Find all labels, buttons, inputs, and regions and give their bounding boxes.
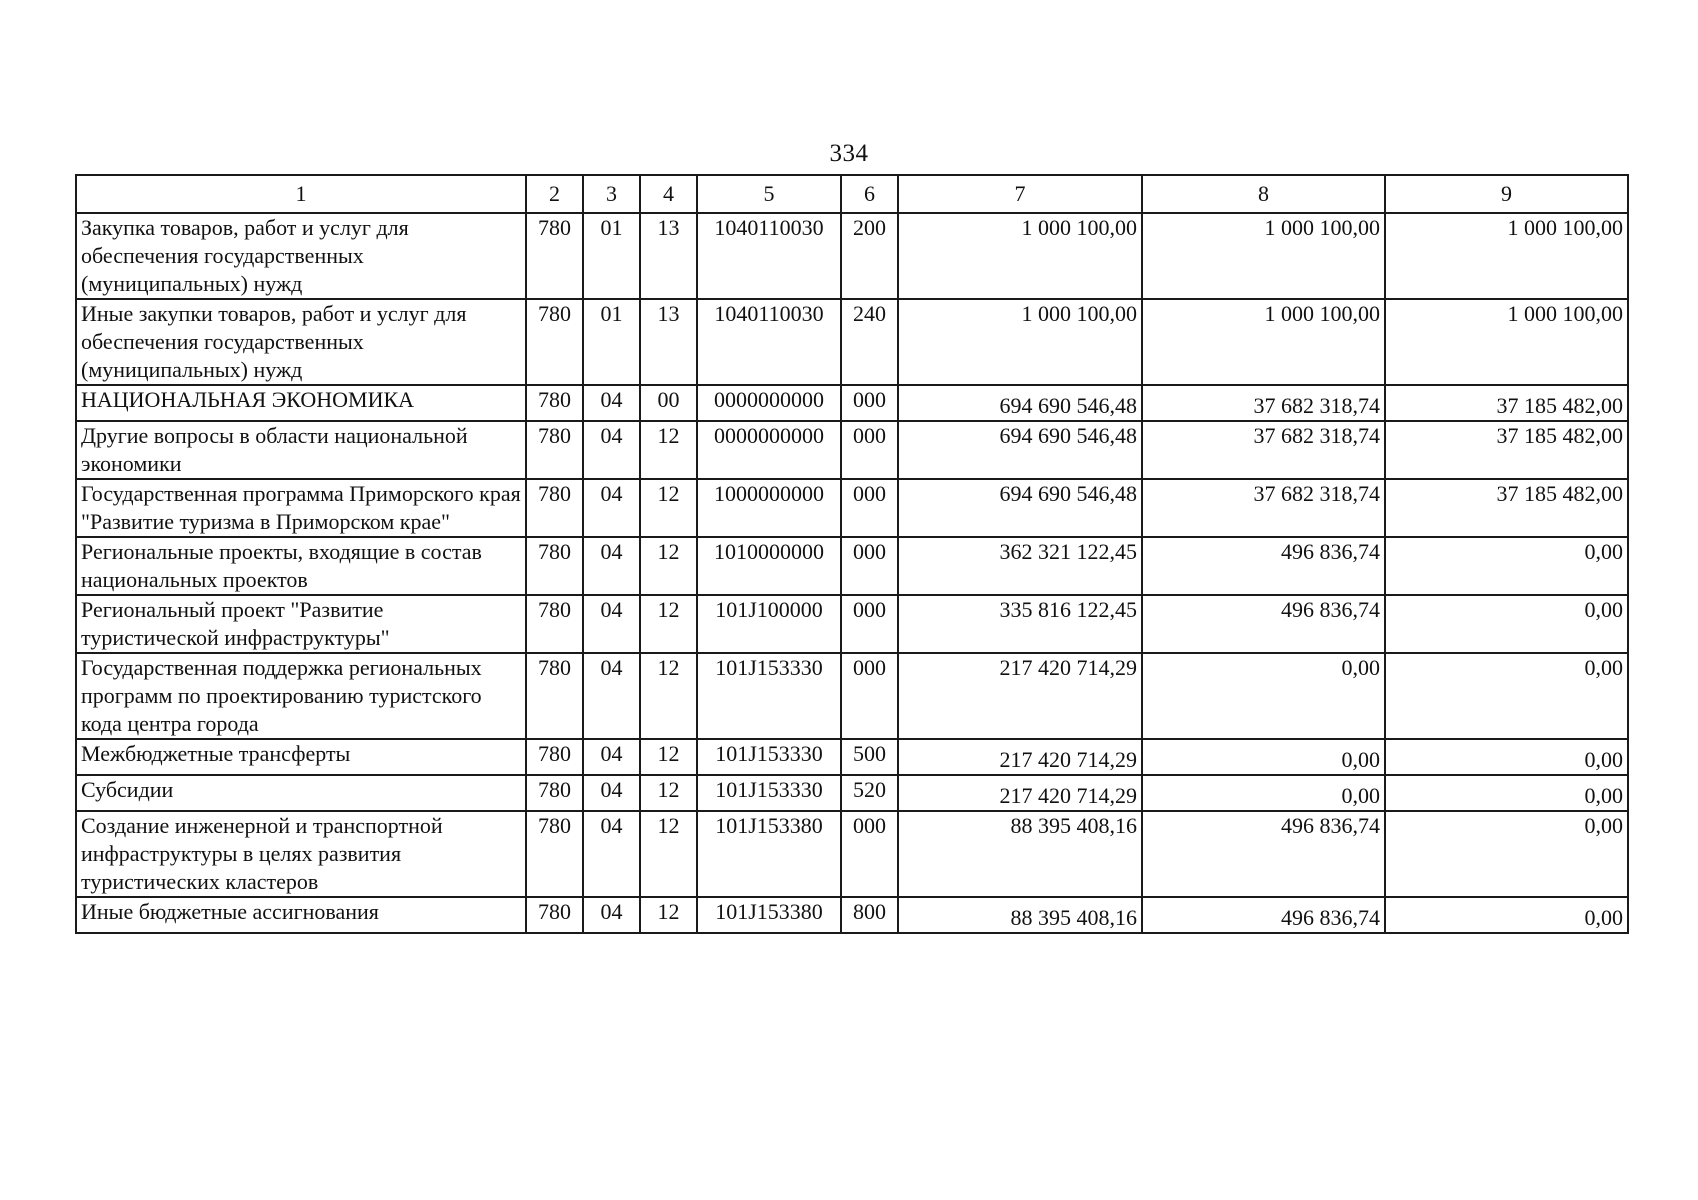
row-amount-col7: 217 420 714,29 (898, 775, 1142, 811)
table-row (76, 479, 1628, 537)
row-expense-type-code: 200 (841, 213, 898, 299)
row-section-code: 04 (583, 653, 640, 739)
row-target-code: 101J153330 (697, 775, 841, 811)
header-cell: 5 (697, 175, 841, 213)
table-row (76, 213, 1628, 299)
row-amount-col8: 1 000 100,00 (1142, 299, 1385, 385)
row-amount-col8: 37 682 318,74 (1142, 479, 1385, 537)
row-ministry-code: 780 (526, 739, 583, 775)
row-amount-col8: 496 836,74 (1142, 897, 1385, 933)
row-amount-col7: 217 420 714,29 (898, 739, 1142, 775)
row-ministry-code: 780 (526, 537, 583, 595)
row-amount-col9: 37 185 482,00 (1385, 421, 1628, 479)
row-amount-col8: 496 836,74 (1142, 811, 1385, 897)
row-section-code: 04 (583, 775, 640, 811)
table-row (76, 739, 1628, 775)
row-expense-type-code: 520 (841, 775, 898, 811)
row-name: Субсидии (76, 775, 526, 811)
row-expense-type-code: 500 (841, 739, 898, 775)
row-ministry-code: 780 (526, 897, 583, 933)
row-section-code: 04 (583, 385, 640, 421)
row-subsection-code: 12 (640, 739, 697, 775)
row-amount-col8: 1 000 100,00 (1142, 213, 1385, 299)
row-subsection-code: 12 (640, 421, 697, 479)
row-amount-col7: 694 690 546,48 (898, 479, 1142, 537)
row-ministry-code: 780 (526, 299, 583, 385)
table-row (76, 653, 1628, 739)
row-amount-col7: 217 420 714,29 (898, 653, 1142, 739)
row-amount-col7: 335 816 122,45 (898, 595, 1142, 653)
budget-table (75, 174, 1629, 934)
row-amount-col9: 0,00 (1385, 595, 1628, 653)
table-row (76, 595, 1628, 653)
row-section-code: 04 (583, 595, 640, 653)
row-amount-col9: 0,00 (1385, 811, 1628, 897)
row-amount-col7: 1 000 100,00 (898, 213, 1142, 299)
row-amount-col9: 0,00 (1385, 537, 1628, 595)
row-section-code: 04 (583, 897, 640, 933)
row-amount-col8: 496 836,74 (1142, 595, 1385, 653)
table-row (76, 775, 1628, 811)
row-amount-col9: 37 185 482,00 (1385, 385, 1628, 421)
row-subsection-code: 13 (640, 213, 697, 299)
row-amount-col8: 0,00 (1142, 653, 1385, 739)
row-expense-type-code: 000 (841, 595, 898, 653)
table-row (76, 897, 1628, 933)
row-amount-col8: 496 836,74 (1142, 537, 1385, 595)
row-ministry-code: 780 (526, 479, 583, 537)
row-target-code: 1040110030 (697, 299, 841, 385)
row-section-code: 01 (583, 213, 640, 299)
row-name: Межбюджетные трансферты (76, 739, 526, 775)
row-target-code: 101J153330 (697, 739, 841, 775)
header-row (76, 175, 1628, 213)
table-row (76, 537, 1628, 595)
row-subsection-code: 12 (640, 897, 697, 933)
row-target-code: 101J153380 (697, 897, 841, 933)
row-amount-col7: 88 395 408,16 (898, 897, 1142, 933)
row-ministry-code: 780 (526, 595, 583, 653)
row-target-code: 1040110030 (697, 213, 841, 299)
header-cell: 1 (76, 175, 526, 213)
row-name: Создание инженерной и транспортной инфраструктуры в целях развития туристических кластеров (76, 811, 526, 897)
row-expense-type-code: 000 (841, 479, 898, 537)
row-target-code: 1000000000 (697, 479, 841, 537)
row-subsection-code: 12 (640, 537, 697, 595)
row-ministry-code: 780 (526, 811, 583, 897)
header-cell: 7 (898, 175, 1142, 213)
row-target-code: 1010000000 (697, 537, 841, 595)
row-amount-col7: 694 690 546,48 (898, 421, 1142, 479)
row-section-code: 01 (583, 299, 640, 385)
header-cell: 8 (1142, 175, 1385, 213)
row-amount-col9: 37 185 482,00 (1385, 479, 1628, 537)
row-section-code: 04 (583, 739, 640, 775)
header-cell: 4 (640, 175, 697, 213)
row-name: Иные бюджетные ассигнования (76, 897, 526, 933)
row-subsection-code: 12 (640, 653, 697, 739)
row-name: НАЦИОНАЛЬНАЯ ЭКОНОМИКА (76, 385, 526, 421)
row-section-code: 04 (583, 537, 640, 595)
table-row (76, 811, 1628, 897)
row-amount-col7: 1 000 100,00 (898, 299, 1142, 385)
row-amount-col8: 37 682 318,74 (1142, 385, 1385, 421)
row-subsection-code: 12 (640, 775, 697, 811)
row-target-code: 101J153380 (697, 811, 841, 897)
row-name: Региональные проекты, входящие в состав национальных проектов (76, 537, 526, 595)
row-amount-col9: 1 000 100,00 (1385, 213, 1628, 299)
row-section-code: 04 (583, 421, 640, 479)
row-amount-col8: 0,00 (1142, 775, 1385, 811)
row-expense-type-code: 000 (841, 653, 898, 739)
row-name: Региональный проект "Развитие туристической инфраструктуры" (76, 595, 526, 653)
header-cell: 9 (1385, 175, 1628, 213)
row-name: Государственная программа Приморского края "Развитие туризма в Приморском крае" (76, 479, 526, 537)
row-target-code: 101J153330 (697, 653, 841, 739)
row-subsection-code: 12 (640, 479, 697, 537)
row-expense-type-code: 000 (841, 811, 898, 897)
row-subsection-code: 00 (640, 385, 697, 421)
row-name: Закупка товаров, работ и услуг для обеспечения государственных (муниципальных) нужд (76, 213, 526, 299)
row-amount-col9: 0,00 (1385, 653, 1628, 739)
row-ministry-code: 780 (526, 385, 583, 421)
row-subsection-code: 12 (640, 595, 697, 653)
row-ministry-code: 780 (526, 421, 583, 479)
row-amount-col8: 37 682 318,74 (1142, 421, 1385, 479)
row-amount-col7: 362 321 122,45 (898, 537, 1142, 595)
row-expense-type-code: 000 (841, 421, 898, 479)
row-section-code: 04 (583, 479, 640, 537)
row-target-code: 0000000000 (697, 421, 841, 479)
row-amount-col8: 0,00 (1142, 739, 1385, 775)
row-amount-col9: 1 000 100,00 (1385, 299, 1628, 385)
row-target-code: 101J100000 (697, 595, 841, 653)
row-amount-col9: 0,00 (1385, 739, 1628, 775)
row-subsection-code: 12 (640, 811, 697, 897)
row-target-code: 0000000000 (697, 385, 841, 421)
page-number: 334 (829, 140, 869, 167)
row-amount-col9: 0,00 (1385, 897, 1628, 933)
table-row (76, 385, 1628, 421)
row-expense-type-code: 240 (841, 299, 898, 385)
header-cell: 6 (841, 175, 898, 213)
header-cell: 3 (583, 175, 640, 213)
row-ministry-code: 780 (526, 775, 583, 811)
row-ministry-code: 780 (526, 653, 583, 739)
row-expense-type-code: 000 (841, 385, 898, 421)
row-name: Другие вопросы в области национальной экономики (76, 421, 526, 479)
row-ministry-code: 780 (526, 213, 583, 299)
row-amount-col7: 694 690 546,48 (898, 385, 1142, 421)
row-section-code: 04 (583, 811, 640, 897)
row-amount-col7: 88 395 408,16 (898, 811, 1142, 897)
header-cell: 2 (526, 175, 583, 213)
row-expense-type-code: 000 (841, 537, 898, 595)
table-row (76, 299, 1628, 385)
row-expense-type-code: 800 (841, 897, 898, 933)
table-row (76, 421, 1628, 479)
row-subsection-code: 13 (640, 299, 697, 385)
row-name: Иные закупки товаров, работ и услуг для обеспечения государственных (муниципальных) нужд (76, 299, 526, 385)
row-name: Государственная поддержка региональных программ по проектированию туристского кода центра города (76, 653, 526, 739)
row-amount-col9: 0,00 (1385, 775, 1628, 811)
